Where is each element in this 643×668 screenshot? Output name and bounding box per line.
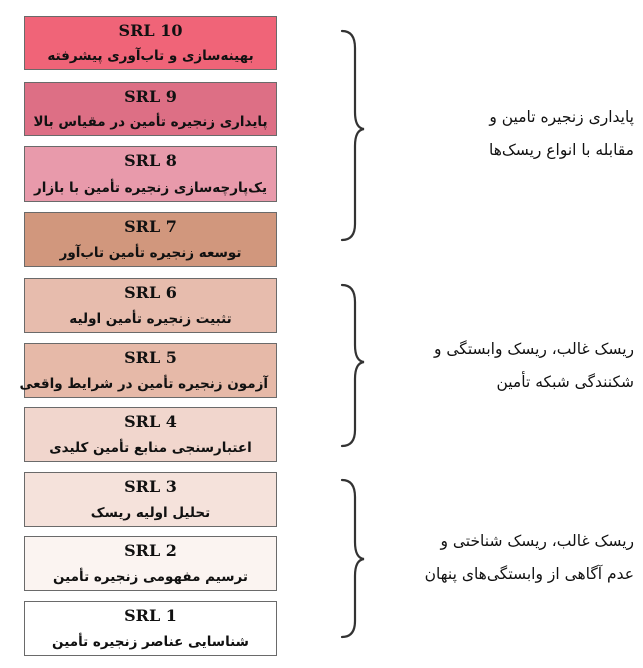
- group-description: [372, 101, 634, 167]
- group-description-line: شکنندگی شبکه تأمین: [496, 373, 634, 391]
- srl-level-name: تثبیت زنجیره تأمین اولیه: [69, 311, 232, 327]
- group-description: [372, 333, 634, 399]
- srl-level-name: یک‌پارچه‌سازی زنجیره تأمین با بازار: [33, 180, 268, 196]
- group-description-line: عدم آگاهی از وابستگی‌های پنهان: [424, 565, 634, 583]
- srl-level-name: ترسیم مفهومی زنجیره تأمین: [52, 569, 248, 585]
- group-description: [372, 525, 634, 591]
- srl-level-code: SRL 5: [124, 348, 177, 367]
- srl-level-code: SRL 7: [124, 217, 177, 236]
- group-brace: [342, 31, 364, 240]
- srl-level-name: اعتبارسنجی منابع تأمین کلیدی: [49, 440, 252, 456]
- group-brace: [342, 480, 364, 637]
- srl-level-code: SRL 3: [124, 477, 177, 496]
- group-description-line: ریسک غالب، ریسک شناختی و: [440, 532, 634, 550]
- group-description-line: مقابله با انواع ریسک‌ها: [488, 141, 634, 159]
- srl-level-name: تحلیل اولیه ریسک: [90, 505, 211, 521]
- srl-level-name: بهینه‌سازی و تاب‌آوری پیشرفته: [47, 48, 254, 64]
- group-description-line: ریسک غالب، ریسک وابستگی و: [433, 340, 634, 358]
- srl-level-name: توسعه زنجیره تأمین تاب‌آور: [59, 245, 242, 261]
- srl-level-code: SRL 4: [124, 412, 177, 431]
- group-brace: [342, 285, 364, 446]
- srl-level-name: پایداری زنجیره تأمین در مقیاس بالا: [33, 114, 268, 130]
- group-description-line: پایداری زنجیره تامین و: [489, 108, 634, 126]
- srl-level-name: آزمون زنجیره تأمین در شرایط واقعی: [19, 376, 268, 392]
- srl-level-code: SRL 2: [124, 541, 177, 560]
- srl-level-code: SRL 10: [118, 21, 183, 40]
- srl-level-code: SRL 8: [124, 151, 177, 170]
- srl-level-code: SRL 6: [124, 283, 177, 302]
- srl-level-code: SRL 1: [124, 606, 177, 625]
- srl-level-name: شناسایی عناصر زنجیره تأمین: [52, 634, 249, 650]
- srl-level-code: SRL 9: [124, 87, 177, 106]
